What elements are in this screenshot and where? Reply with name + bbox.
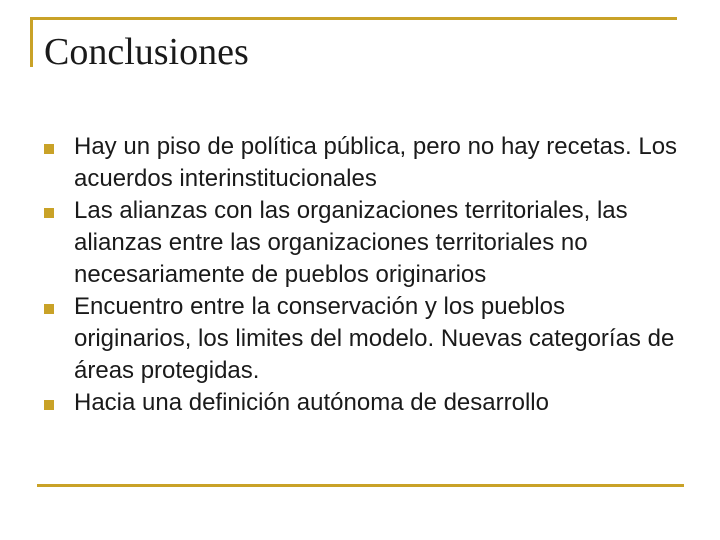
bullet-item — [40, 195, 680, 291]
square-bullet-icon — [44, 144, 54, 154]
frame-bottom-line — [37, 484, 684, 487]
bullet-item — [40, 387, 680, 419]
slide-title: Conclusiones — [44, 31, 249, 73]
bullet-text: Hacia una definición autónoma de desarrollo — [74, 389, 549, 416]
frame-top-line — [30, 17, 677, 20]
bullet-text: Hay un piso de política pública, pero no hay recetas. Los acuerdos interinstitucionales — [74, 133, 678, 192]
bullet-text: Encuentro entre la conservación y los pueblos originarios, los limites del modelo. Nuevas categorías de áreas protegidas. — [74, 293, 675, 384]
bullet-list — [40, 131, 680, 419]
square-bullet-icon — [44, 400, 54, 410]
frame-left-line — [30, 17, 33, 67]
bullet-item — [40, 291, 680, 387]
bullet-text: Las alianzas con las organizaciones territoriales, las alianzas entre las organizaciones territoriales no necesariamente de pueblos originarios — [74, 197, 628, 288]
square-bullet-icon — [44, 304, 54, 314]
bullet-item — [40, 131, 680, 195]
square-bullet-icon — [44, 208, 54, 218]
